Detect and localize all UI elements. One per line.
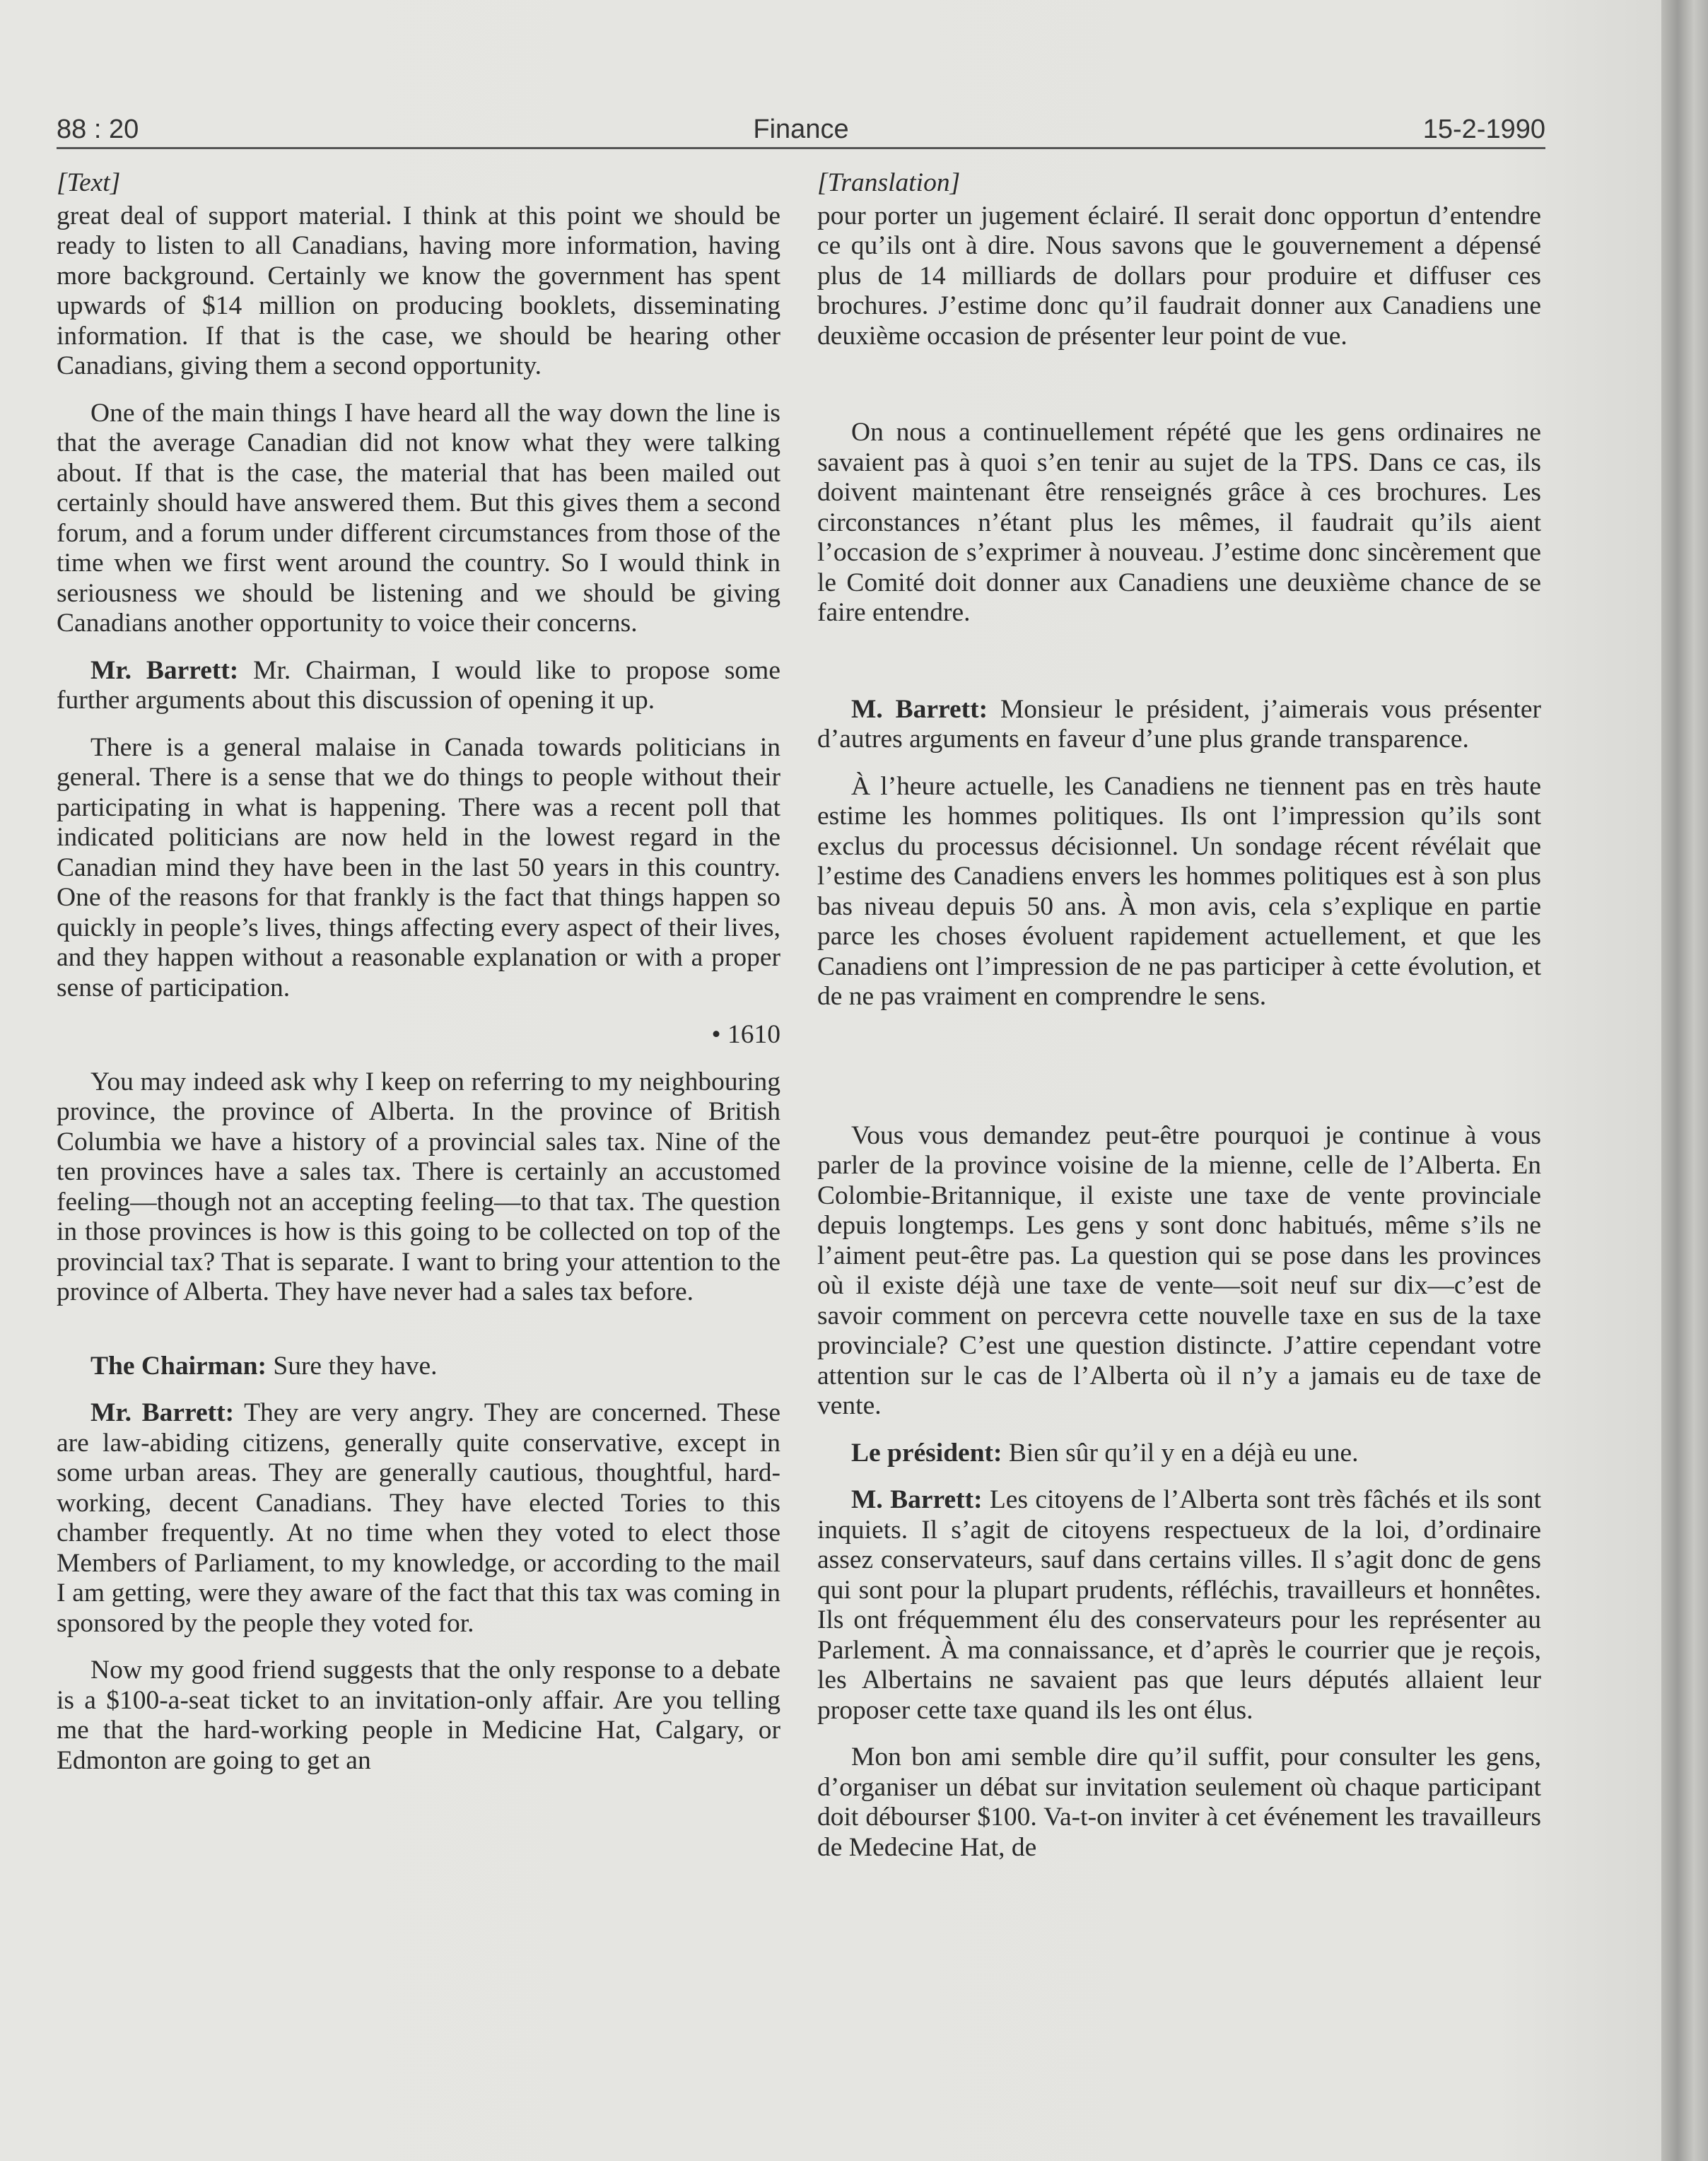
en-paragraph-2: One of the main things I have heard all the way down the line is that the average Canadian did not know what they were talking about. If that is the case, the material that has been mailed out certainly should have answered them. But this gives them a second forum, and a forum under different circumstances from those of the time when we first went around the country. So I would think in seriousness we should be listening and we should be giving Canadians another opportunity to voice their concerns. bbox=[57, 398, 780, 638]
spacer bbox=[817, 368, 1541, 418]
translation-tag: [Translation] bbox=[817, 168, 961, 197]
header-page-number: 88 : 20 bbox=[57, 115, 139, 144]
en-paragraph-4: There is a general malaise in Canada towards politicians in general. There is a sense that we do things to people without their participating in what is happening. There was a recent poll that indicated politicians are now held in the lowest regard in the Canadian mind they have been in the last 50 years in this country. One of the reasons for that frankly is the fact that things happen so quickly in people’s lives, things affecting every aspect of their lives, and they happen without a reasonable explanation or with a proper sense of participation. bbox=[57, 732, 780, 1002]
timestamp: • 1610 bbox=[711, 1020, 780, 1049]
header-title: Finance bbox=[753, 115, 849, 144]
fr-paragraph-4: À l’heure actuelle, les Canadiens ne tiennent pas en très haute estime les hommes politiques. Ils ont l’impression qu’ils sont exclus du processus décisionnel. Un sondage récent révélait que l’estime des Canadiens envers les hommes politiques est à son plus bas niveau depuis 50 ans. À mon avis, cela s’explique en partie parce les choses évoluent rapidement actuellement, et que les Canadiens ont l’impression de ne pas participer à cette évolution, et de ne pas vraiment en comprendre le sens. bbox=[817, 771, 1541, 1011]
fr-paragraph-6 bbox=[817, 1439, 1541, 1469]
speech-text: Monsieur le président, j’aimerais vous présenter d’autres arguments en faveur d’une plus grande transparence. bbox=[817, 694, 1541, 754]
english-column bbox=[57, 168, 780, 1793]
speech-text: They are very angry. They are concerned. These are law-abiding citizens, generally quite conservative, except in some urban areas. They are generally cautious, thoughtful, hard-working, decent Canadians. They have elected Tories to this chamber frequently. At no time when they voted to elect those Members of Parliament, to my knowledge, or according to the mail I am getting, were they aware of the fact that this tax was coming in sponsored by the people they voted for. bbox=[57, 1398, 780, 1638]
speaker-label: M. Barrett: bbox=[851, 694, 988, 724]
fr-paragraph-2: On nous a continuellement répété que les gens ordinaires ne savaient pas à quoi s’en tenir au sujet de la TPS. Dans ce cas, ils doivent maintenant être renseignés grâce à ces brochures. Les circonstances n’étant plus les mêmes, il faudrait qu’ils aient l’occasion de s’exprimer à nouveau. J’estime donc sincèrement que le Comité doit donner aux Canadiens une deuxième chance de se faire entendre. bbox=[817, 418, 1541, 627]
header-rule bbox=[57, 147, 1545, 149]
en-paragraph-3 bbox=[57, 656, 780, 716]
spacer bbox=[817, 645, 1541, 695]
speech-text: Mr. Chairman, I would like to propose some further arguments about this discussion of opening it up. bbox=[57, 655, 780, 715]
speaker-label: Mr. Barrett: bbox=[90, 655, 239, 685]
en-paragraph-6 bbox=[57, 1352, 780, 1382]
speech-text: Les citoyens de l’Alberta sont très fâchés et ils sont inquiets. Il s’agit de citoyens respectueux de la loi, d’ordinaire assez conservateurs, sauf dans certains villes. Il s’agit donc de gens qui sont pour la plupart prudents, réfléchis, travailleurs et honnêtes. Ils ont fréquemment élu des conservateurs pour les représenter au Parlement. À ma connaissance, et d’après le courrier que je reçois, les Albertains ne savaient pas que leurs députés allaient leur proposer cette taxe quand ils les ont élus. bbox=[817, 1485, 1541, 1725]
speaker-label: M. Barrett: bbox=[851, 1485, 983, 1514]
speech-text: Sure they have. bbox=[266, 1351, 438, 1381]
speaker-label: The Chairman: bbox=[90, 1351, 267, 1381]
en-paragraph-7 bbox=[57, 1398, 780, 1639]
french-column bbox=[817, 168, 1541, 1880]
fr-paragraph-7 bbox=[817, 1485, 1541, 1726]
spacer bbox=[817, 1029, 1541, 1121]
header-date: 15-2-1990 bbox=[1422, 115, 1545, 144]
en-paragraph-1: great deal of support material. I think at this point we should be ready to listen to all Canadians, having more information, having more background. Certainly we know the government has spent upwards of $14 million on producing booklets, disseminating information. If that is the case, we should be hearing other Canadians, giving them a second opportunity. bbox=[57, 201, 780, 380]
speaker-label: Mr. Barrett: bbox=[90, 1398, 235, 1427]
en-paragraph-8: Now my good friend suggests that the only response to a debate is a $100-a-seat ticket to an invitation-only affair. Are you telling me that the hard-working people in Medicine Hat, Calgary, or Edmonton are going to get an bbox=[57, 1656, 780, 1775]
spacer bbox=[57, 1325, 780, 1352]
fr-paragraph-1: pour porter un jugement éclairé. Il serait donc opportun d’entendre ce qu’ils ont à dire. Nous savons que le gouvernement a dépensé plus de 14 milliards de dollars pour produire et diffuser ces brochures. J’estime donc qu’il faudrait donner aux Canadiens une deuxième occasion de présenter leur point de vue. bbox=[817, 201, 1541, 351]
fr-paragraph-3 bbox=[817, 695, 1541, 755]
speaker-label: Le président: bbox=[851, 1438, 1002, 1468]
speech-text: Bien sûr qu’il y en a déjà eu une. bbox=[1002, 1438, 1359, 1468]
binding-edge bbox=[1661, 0, 1708, 2161]
en-paragraph-5: You may indeed ask why I keep on referring to my neighbouring province, the province of Alberta. In the province of British Columbia we have a history of a provincial sales tax. Nine of the ten provinces have a sales tax. There is certainly an accustomed feeling—though not an accepting feeling—to that tax. The question in those provinces is how is this going to be collected on top of the provincial tax? That is separate. I want to bring your attention to the province of Alberta. They have never had a sales tax before. bbox=[57, 1067, 780, 1306]
fr-paragraph-8: Mon bon ami semble dire qu’il suffit, pour consulter les gens, d’organiser un débat sur invitation seulement où chaque participant doit débourser $100. Va-t-on inviter à cet événement les travailleurs de Medecine Hat, de bbox=[817, 1743, 1541, 1862]
fr-paragraph-5: Vous vous demandez peut-être pourquoi je continue à vous parler de la province voisine de la mienne, celle de l’Alberta. En Colombie-Britannique, il existe une taxe de vente provinciale depuis longtemps. Les gens y sont donc habitués, même s’ils ne l’aiment peut-être pas. La question qui se pose dans les provinces où il existe déjà une taxe de vente—soit neuf sur dix—c’est de savoir comment on percevra cette nouvelle taxe en sus de la taxe provinciale? C’est une question distincte. J’attire cependant votre attention sur le cas de l’Alberta où il n’y a jamais eu de taxe de vente. bbox=[817, 1120, 1541, 1420]
text-tag: [Text] bbox=[57, 168, 121, 197]
